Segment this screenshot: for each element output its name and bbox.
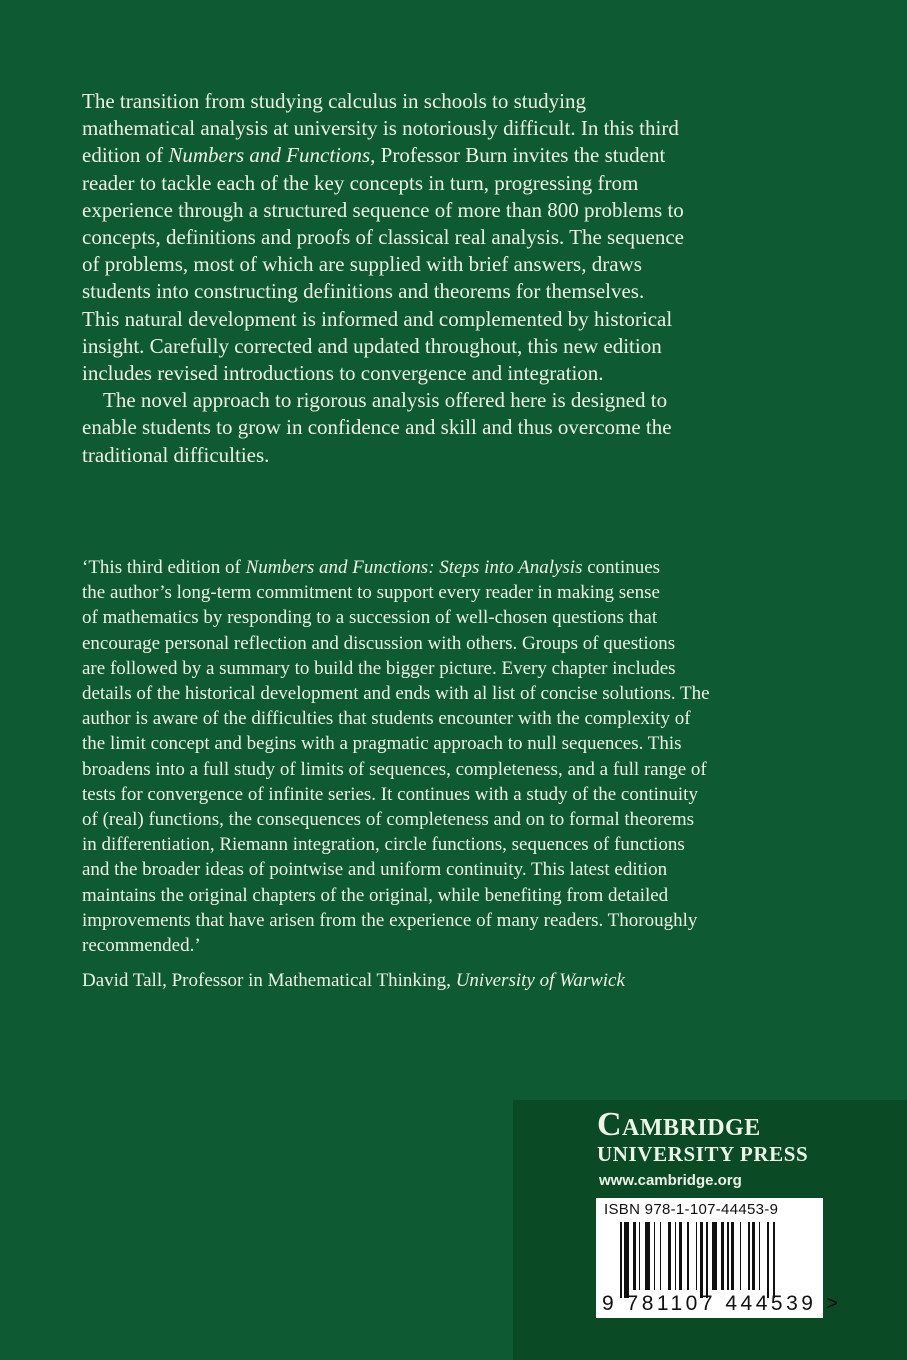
text-line: [82, 706, 710, 731]
text-line: [82, 782, 710, 807]
barcode-bar: [773, 1222, 775, 1298]
text-segment: The novel approach to rigorous analysis offered here is designed to: [103, 388, 668, 413]
text-segment: in differentiation, Riemann integration, circle functions, sequences of functions: [82, 834, 685, 856]
text-line: [82, 555, 710, 580]
publisher-logo-subtitle: UNIVERSITY PRESS: [597, 1142, 809, 1166]
barcode-bar: [639, 1222, 641, 1290]
attribution-segment: University of Warwick: [455, 970, 625, 991]
text-segment: enable students to grow in confidence and skill and thus overcome the: [82, 415, 672, 440]
barcode-bar: [748, 1222, 750, 1290]
barcode-bar: [624, 1222, 629, 1298]
text-line: [82, 88, 684, 115]
publisher-panel: [513, 1100, 907, 1360]
barcode-bar: [696, 1222, 698, 1290]
text-segment: continues: [582, 557, 661, 578]
barcode-bar: [668, 1222, 671, 1290]
text-segment: experience through a structured sequence of more than 800 problems to: [82, 197, 684, 222]
attribution-segment: David Tall, Professor in Mathematical Thinking,: [82, 970, 456, 991]
barcode-bar: [654, 1222, 656, 1290]
book-description: [82, 88, 684, 469]
text-line: [82, 908, 710, 933]
text-line: [82, 656, 710, 681]
text-segment: of mathematics by responding to a succession of well-chosen questions that: [82, 607, 658, 629]
text-line: [82, 414, 684, 441]
text-line: [82, 197, 684, 224]
text-line: [82, 883, 710, 908]
text-segment: and the broader ideas of pointwise and uniform continuity. This latest edition: [82, 859, 668, 881]
text-segment: reader to tackle each of the key concepts in turn, progressing from: [82, 170, 639, 195]
barcode-bar: [633, 1222, 636, 1290]
review-quote: [82, 555, 710, 958]
publisher-url: www.cambridge.org: [599, 1172, 742, 1189]
barcode-bar: [679, 1222, 682, 1290]
text-line: [82, 605, 710, 630]
barcode-bar: [759, 1222, 761, 1290]
barcode-bar: [727, 1222, 729, 1290]
ean-digits: 9 781107 444539 >: [602, 1292, 842, 1315]
text-line: [82, 224, 684, 251]
text-line: [82, 142, 684, 169]
text-segment: , Professor Burn invites the student: [370, 143, 666, 168]
text-segment: recommended.’: [82, 935, 201, 957]
text-line: [82, 807, 710, 832]
text-line: [82, 333, 684, 360]
text-line: [82, 681, 710, 706]
text-line: [82, 442, 684, 469]
text-segment: details of the historical development and ends with al list of concise solutions. The: [82, 683, 710, 705]
text-line: [82, 832, 710, 857]
text-line: [82, 360, 684, 387]
barcode-bar: [706, 1222, 708, 1298]
barcode-bar: [620, 1222, 622, 1298]
text-segment: insight. Carefully corrected and updated throughout, this new edition: [82, 333, 662, 358]
text-segment: mathematical analysis at university is notoriously difficult. In this third: [82, 116, 679, 141]
text-line: [82, 731, 710, 756]
barcode-bar: [721, 1222, 724, 1290]
barcode-bar: [752, 1222, 755, 1290]
isbn-barcode: [596, 1198, 842, 1318]
barcode-bar: [675, 1222, 677, 1290]
text-segment: the author’s long-term commitment to support every reader in making sense: [82, 582, 660, 604]
text-segment: edition of: [82, 143, 169, 168]
italic-title: Numbers and Functions: [168, 143, 371, 168]
text-segment: concepts, definitions and proofs of classical real analysis. The sequence: [82, 225, 684, 250]
text-segment: traditional difficulties.: [82, 442, 270, 467]
text-segment: broadens into a full study of limits of sequences, completeness, and a full range of: [82, 758, 707, 780]
text-segment: includes revised introductions to convergence and integration.: [82, 361, 604, 386]
text-line: [82, 857, 710, 882]
text-segment: students into constructing definitions and theorems for themselves.: [82, 279, 645, 304]
text-line: [82, 757, 710, 782]
barcode-bar: [687, 1222, 689, 1290]
publisher-logo-name: Cambridge: [597, 1106, 761, 1143]
barcode-bars: [620, 1222, 820, 1294]
text-segment: author is aware of the difficulties that students encounter with the complexity of: [82, 708, 691, 730]
text-segment: The transition from studying calculus in schools to studying: [82, 89, 586, 113]
text-segment: the limit concept and begins with a pragmatic approach to null sequences. This: [82, 733, 682, 755]
barcode-bar: [712, 1222, 717, 1290]
barcode-bar: [660, 1222, 662, 1290]
barcode-bar: [645, 1222, 650, 1290]
text-line: [82, 387, 684, 414]
text-segment: of problems, most of which are supplied with brief answers, draws: [82, 252, 642, 277]
text-line: [82, 251, 684, 278]
text-segment: maintains the original chapters of the original, while benefiting from detailed: [82, 884, 669, 906]
text-line: [82, 933, 710, 958]
review-attribution: [82, 970, 625, 992]
text-line: [82, 170, 684, 197]
text-segment: tests for convergence of infinite series. It continues with a study of the continuity: [82, 783, 698, 805]
text-segment: encourage personal reflection and discussion with others. Groups of questions: [82, 632, 676, 654]
text-line: [82, 115, 684, 142]
isbn-label: ISBN 978-1-107-44453-9: [604, 1201, 779, 1218]
text-segment: of (real) functions, the consequences of completeness and on to formal theorems: [82, 809, 695, 831]
barcode-bar: [700, 1222, 703, 1298]
text-line: [82, 306, 684, 333]
barcode-bar: [740, 1222, 742, 1290]
barcode-bar: [731, 1222, 734, 1290]
text-segment: improvements that have arisen from the experience of many readers. Thoroughly: [82, 909, 698, 931]
text-segment: are followed by a summary to build the bigger picture. Every chapter includes: [82, 657, 676, 679]
text-line: [82, 580, 710, 605]
italic-title: Numbers and Functions: Steps into Analysis: [245, 557, 583, 578]
barcode-bar: [767, 1222, 769, 1298]
text-line: [82, 631, 710, 656]
text-line: [82, 278, 684, 305]
text-segment: ‘This third edition of: [82, 557, 246, 578]
text-segment: This natural development is informed and complemented by historical: [82, 306, 673, 331]
